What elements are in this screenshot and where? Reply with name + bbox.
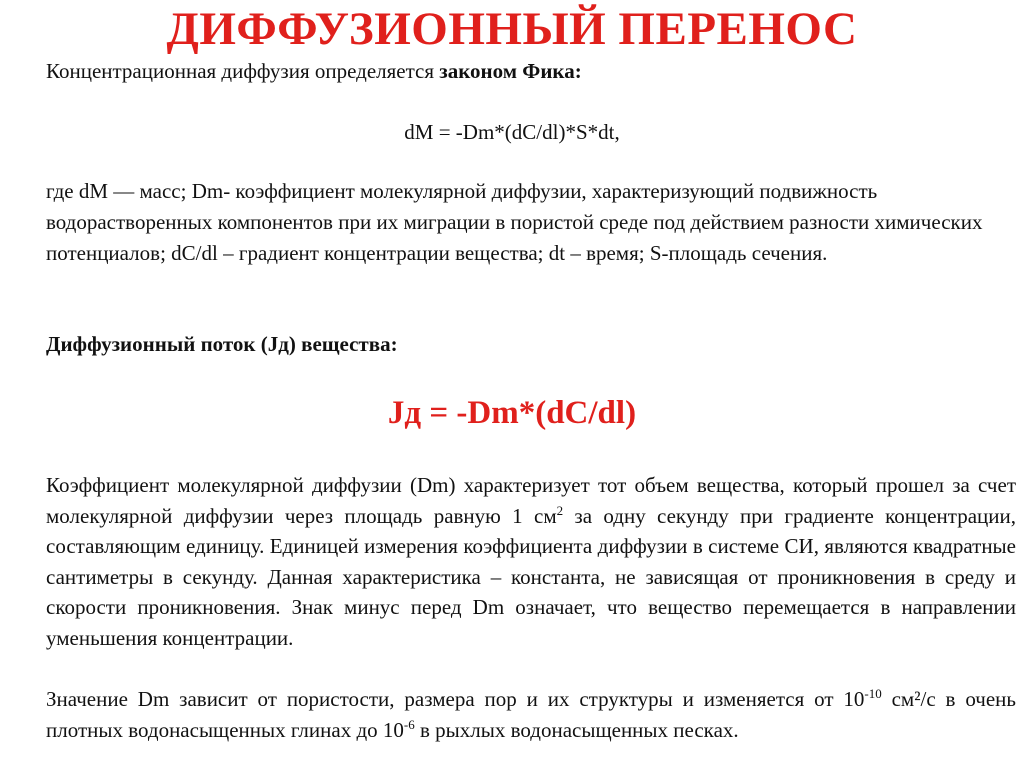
value-text-3: в рыхлых водонасыщенных песках. <box>414 717 739 742</box>
value-sup-2: -6 <box>403 716 415 732</box>
intro-text: Концентрационная диффузия определяется <box>46 59 440 83</box>
value-sup-1: -10 <box>864 686 882 701</box>
coefficient-sup: 2 <box>556 502 564 518</box>
fick-law-label: законом Фика: <box>439 59 582 83</box>
flux-formula: Jд = -Dm*(dC/dl) <box>387 395 637 431</box>
flux-heading: Диффузионный поток (Jд) вещества: <box>46 332 398 356</box>
coefficient-text-2: за одну секунду при градиенте концентрации, составляющим единицу. Единицей измерения коэффициента диффузии в системе СИ, являются квадратные сантиметры в секунду. Данная характеристика – константа, не зависящая от проникновения в среду и скорости проникновения. Знак минус перед Dm означает, что вещество перемещается в направлении уменьшения концентрации. <box>46 503 1016 650</box>
definitions-paragraph: где dM — масс; Dm- коэффициент молекулярной диффузии, характеризующий подвижность водорастворенных компонентов при их миграции в пористой среде под действием разности химических потенциалов; dC/dl – градиент концентрации вещества; dt – время; S-площадь сечения. <box>46 179 983 265</box>
fick-law-intro <box>46 56 1016 87</box>
value-text-2: см²/с в очень плотных водонасыщенных глинах до 10 <box>46 687 1016 742</box>
page-title: ДИФФУЗИОННЫЙ ПЕРЕНОС <box>166 3 858 55</box>
value-text-1: Значение Dm зависит от пористости, размера пор и их структуры и изменяется от 10 <box>46 687 865 711</box>
coefficient-paragraph <box>46 470 1016 653</box>
coefficient-text-1: Коэффициент молекулярной диффузии (Dm) характеризует тот объем вещества, который прошел за счет молекулярной диффузии через площадь равную 1 см <box>46 473 1016 528</box>
value-paragraph <box>46 684 1016 745</box>
fick-formula: dM = -Dm*(dC/dl)*S*dt, <box>404 120 620 144</box>
